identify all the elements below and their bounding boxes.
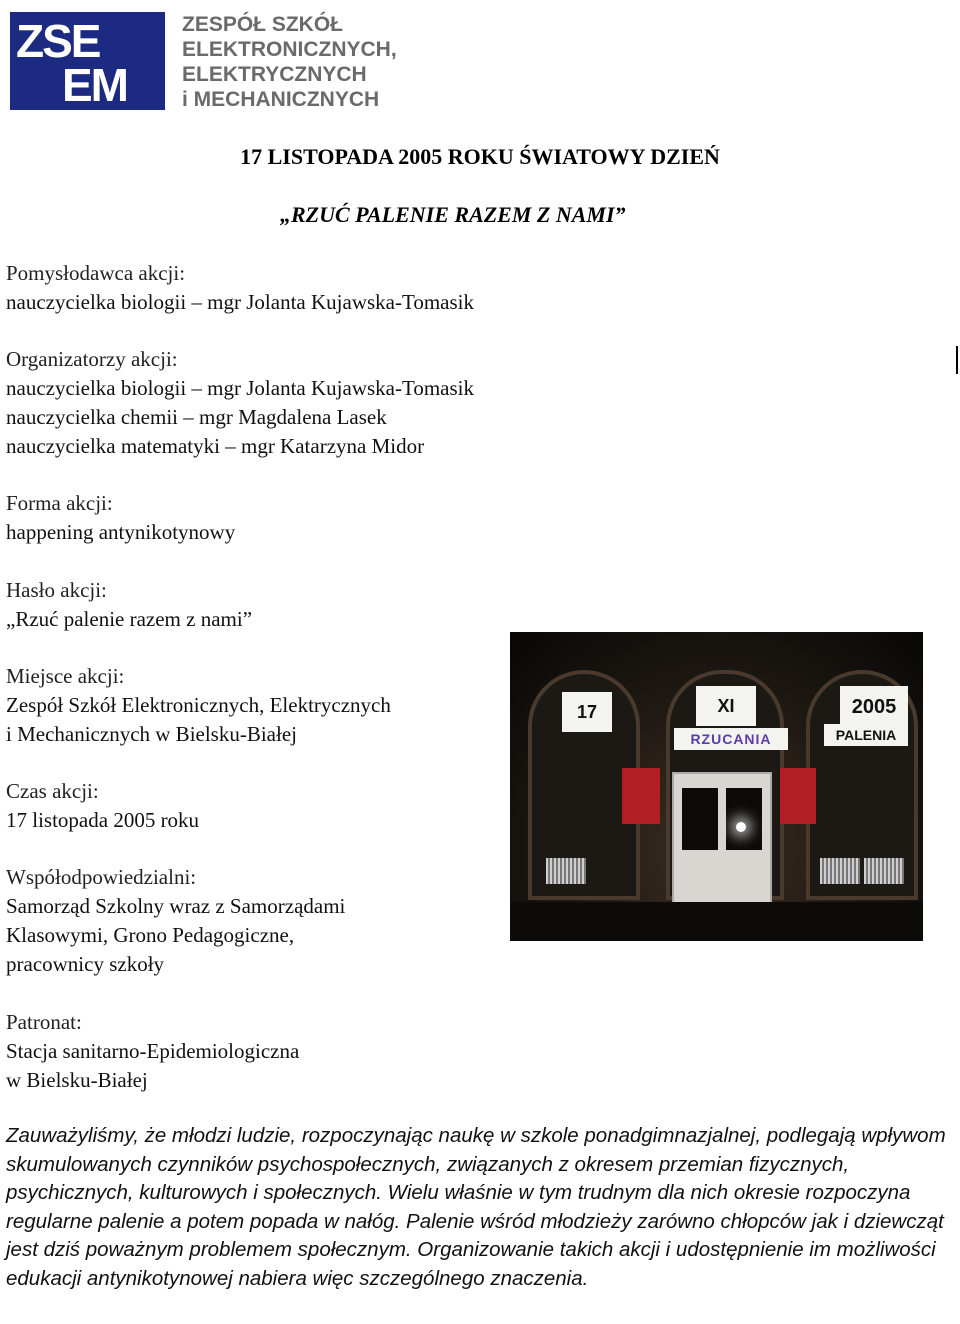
margin-marker [956, 346, 958, 374]
section-label: Pomysłodawca akcji: [6, 261, 186, 285]
section-place [6, 662, 391, 749]
radiator [820, 858, 860, 884]
section-line: Klasowymi, Grono Pedagogiczne, [6, 923, 295, 947]
logo-mark-top: ZSE [16, 15, 100, 67]
logo-line: i MECHANICZNYCH [182, 88, 380, 111]
section-coresponsible [6, 863, 345, 979]
logo-line: ELEKTRYCZNYCH [182, 63, 367, 86]
logo-text [182, 12, 397, 112]
section-label: Patronat: [6, 1010, 82, 1034]
section-line: Zespół Szkół Elektronicznych, Elektrycznych [6, 693, 391, 717]
radiator [546, 858, 586, 884]
section-form [6, 489, 235, 547]
entrance-door [672, 772, 772, 904]
section-label: Czas akcji: [6, 779, 99, 803]
page-slogan: „RZUĆ PALENIE RAZEM Z NAMI” [280, 202, 626, 227]
section-line: nauczycielka biologii – mgr Jolanta Kujawska-Tomasik [6, 376, 474, 400]
section-label: Forma akcji: [6, 491, 113, 515]
section-line: i Mechanicznych w Bielsku-Białej [6, 722, 297, 746]
section-line: „Rzuć palenie razem z nami” [6, 607, 253, 631]
sign-17: 17 [562, 692, 612, 732]
section-organizers [6, 345, 474, 461]
sign-xi: XI [696, 686, 756, 726]
sign-2005: 2005 [840, 686, 908, 728]
radiator [864, 858, 904, 884]
section-line: nauczycielka biologii – mgr Jolanta Kujawska-Tomasik [6, 290, 474, 314]
section-line: Samorząd Szkolny wraz z Samorządami [6, 894, 346, 918]
section-time [6, 777, 199, 835]
school-logo [10, 10, 410, 112]
entrance-step [510, 902, 923, 941]
section-patron [6, 1008, 299, 1095]
school-entrance-photo [510, 632, 923, 941]
section-line: nauczycielka matematyki – mgr Katarzyna Midor [6, 434, 425, 458]
section-label: Współodpowiedzialni: [6, 865, 197, 889]
notice-board-left [622, 768, 660, 824]
flash-reflection [736, 822, 746, 832]
section-label: Organizatorzy akcji: [6, 347, 178, 371]
page-title [0, 144, 960, 170]
section-line: happening antynikotynowy [6, 520, 236, 544]
body-paragraph: Zauważyliśmy, że młodzi ludzie, rozpoczynając naukę w szkole ponadgimnazjalnej, podlegają wpływom skumulowanych czynników psychospołecznych, związanych z okresem przemian fizycznych, psychicznych, kulturowych i społecznych. Wielu właśnie w tym trudnym dla nich okresie rozpoczyna regularne palenie a potem popada w nałóg. Palenie wśród młodzieży zarówno chłopców jak i dziewcząt jest dziś poważnym problemem społecznym. Organizowanie takich akcji i udostępnienie im możliwości edukacji antynikotynowej nabiera więc szczególnego znaczenia. [6, 1124, 946, 1290]
logo-mark-bottom: EM [62, 59, 127, 111]
section-line: nauczycielka chemii – mgr Magdalena Lasek [6, 405, 387, 429]
section-slogan [6, 576, 252, 634]
door-pane [726, 788, 762, 850]
section-line: 17 listopada 2005 roku [6, 808, 200, 832]
section-label: Hasło akcji: [6, 578, 107, 602]
notice-board-right [780, 768, 816, 824]
door-pane [682, 788, 718, 850]
section-line: w Bielsku-Białej [6, 1068, 148, 1092]
logo-mark [10, 12, 165, 110]
section-idea [6, 259, 474, 317]
section-line: Stacja sanitarno-Epidemiologiczna [6, 1039, 300, 1063]
section-label: Miejsce akcji: [6, 664, 125, 688]
sign-rzucania: RZUCANIA [674, 728, 788, 750]
sign-palenia: PALENIA [824, 724, 908, 746]
logo-line: ZESPÓŁ SZKÓŁ [182, 13, 344, 36]
page-title-text: 17 LISTOPADA 2005 ROKU ŚWIATOWY DZIEŃ [240, 144, 720, 169]
section-line: pracownicy szkoły [6, 952, 165, 976]
logo-line: ELEKTRONICZNYCH, [182, 38, 397, 61]
